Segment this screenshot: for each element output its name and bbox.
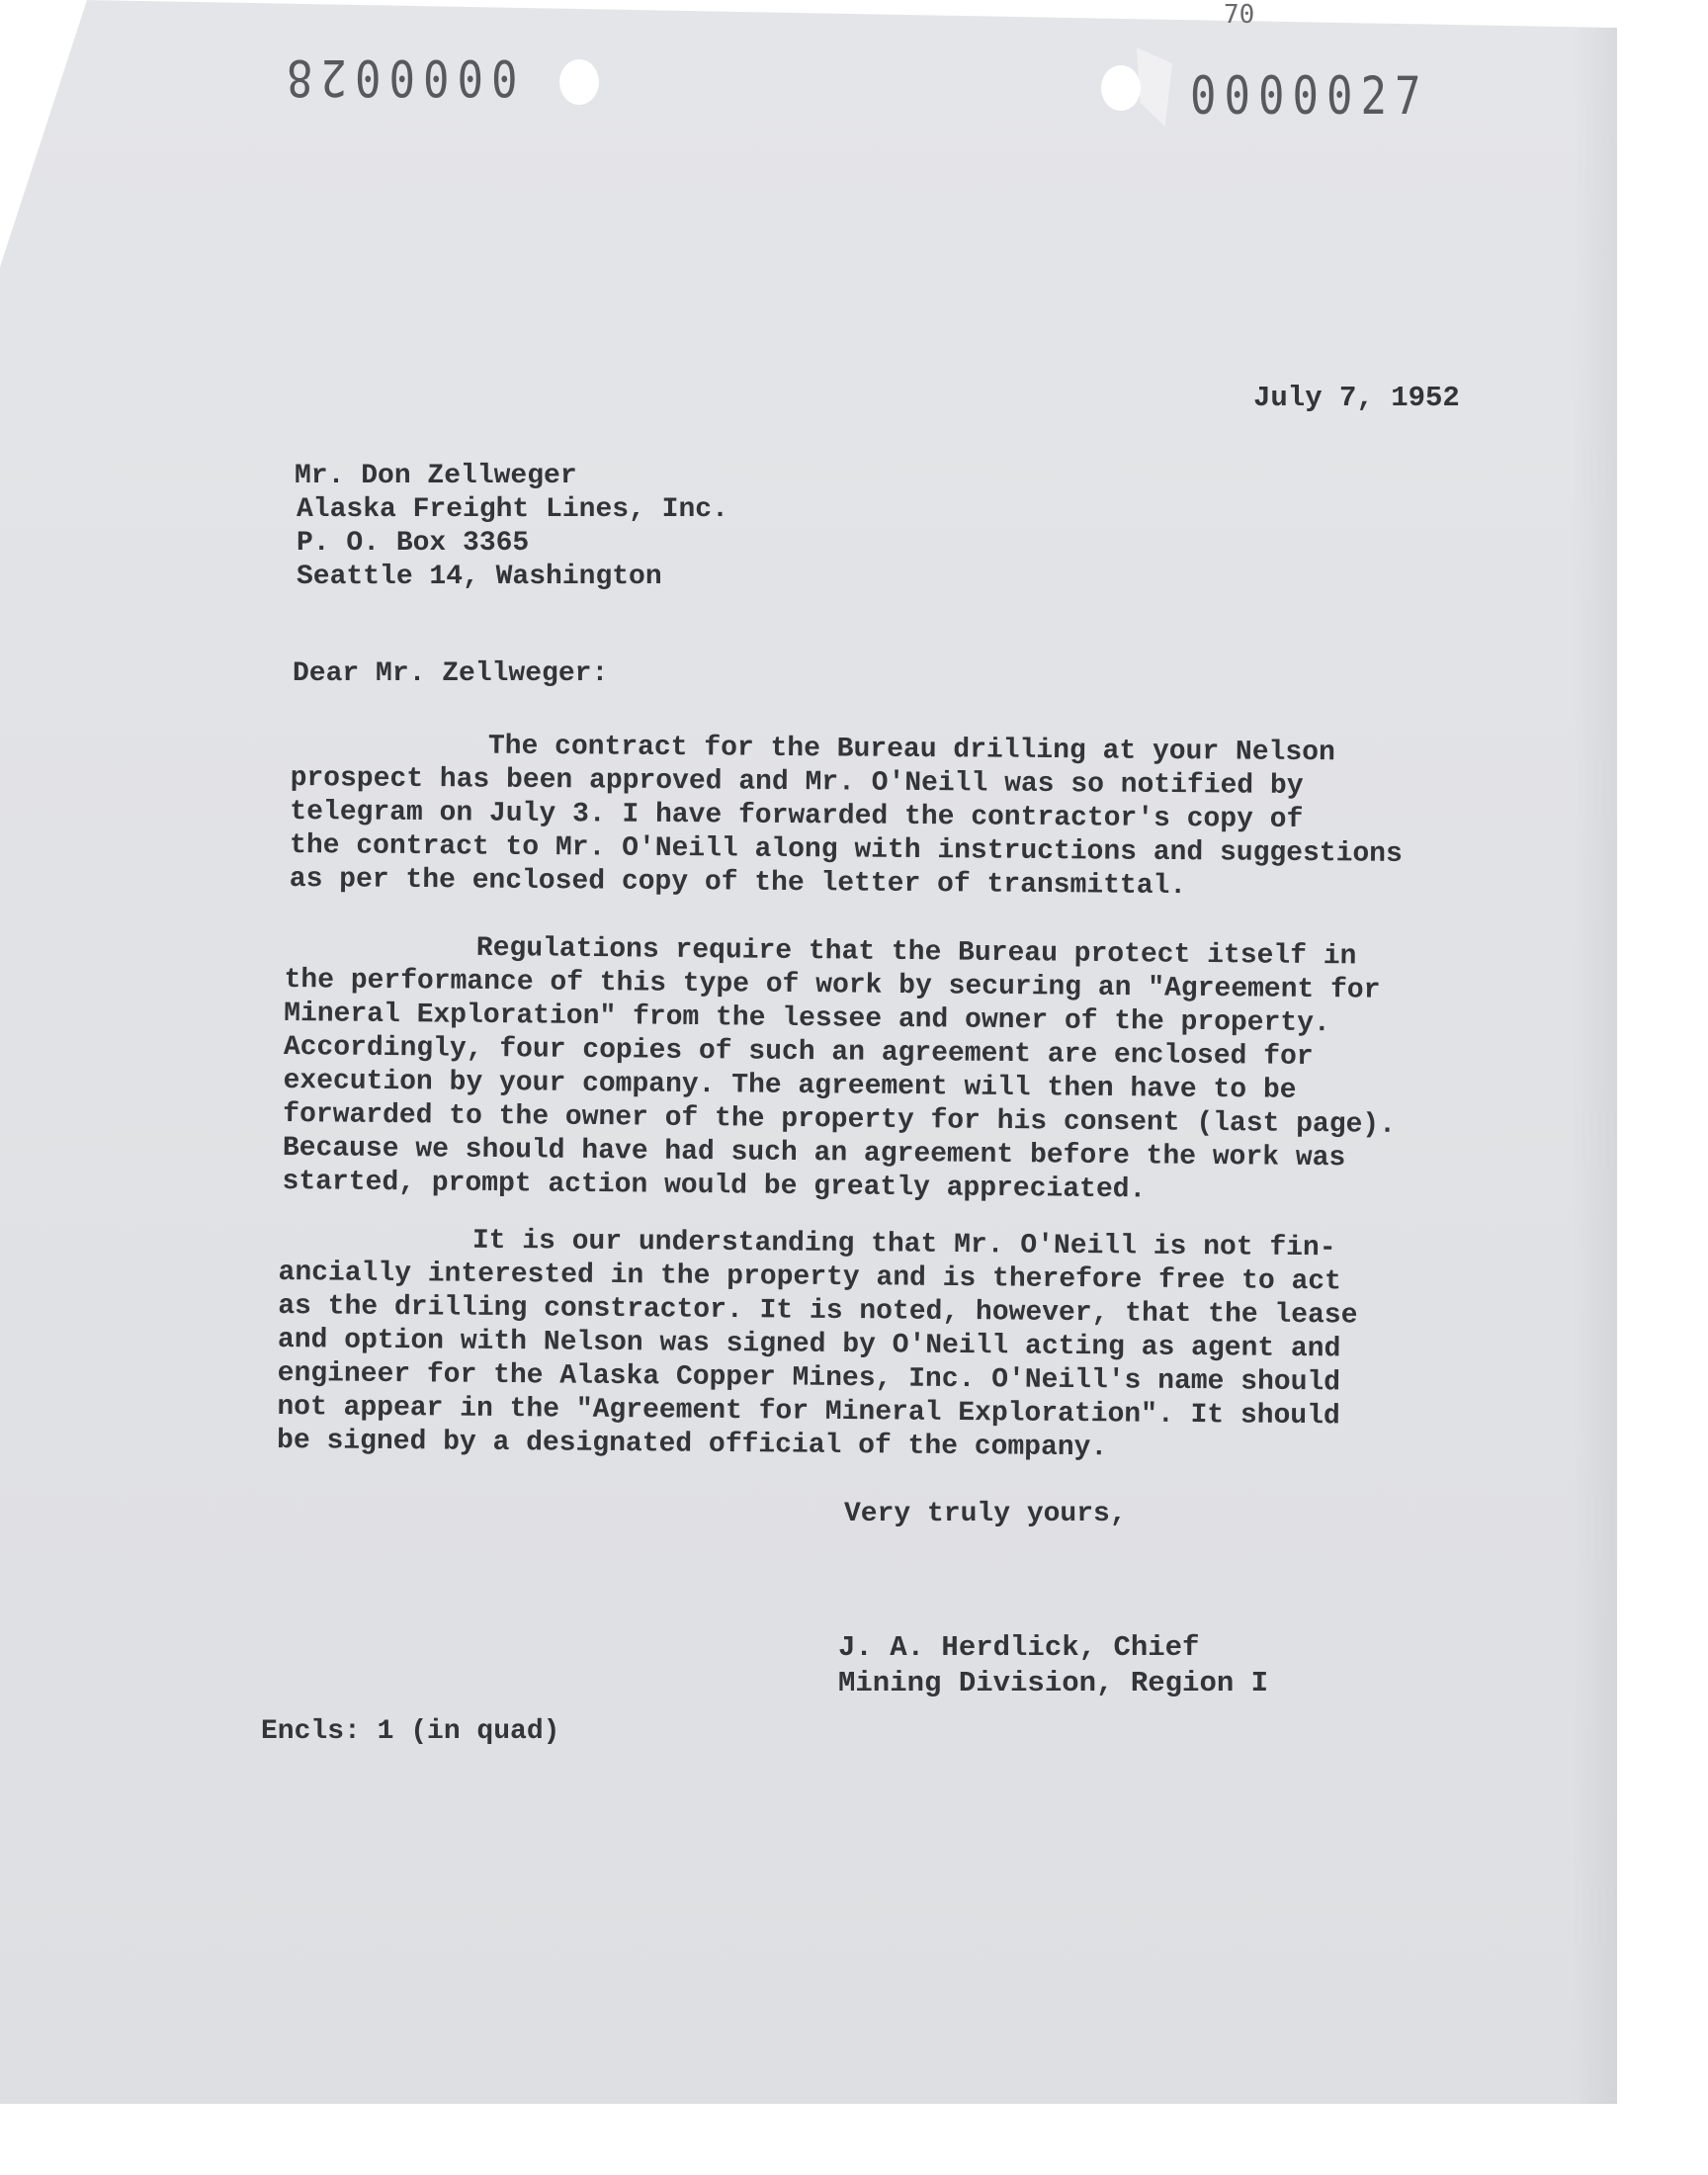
paragraph-line: Regulations require that the Bureau protect itself in: [475, 932, 1357, 973]
paragraph-line: not appear in the "Agreement for Mineral Exploration". It should: [277, 1391, 1340, 1433]
paragraph-line: Because we should have had such an agreement before the work was: [282, 1132, 1346, 1174]
page-stamp-inverted: 0000028: [279, 47, 518, 106]
paragraph-line: the performance of this type of work by securing an "Agreement for: [284, 964, 1381, 1006]
paragraph-line: Mineral Exploration" from the lessee and owner of the property.: [284, 998, 1330, 1040]
paragraph-line: as the drilling constractor. It is noted, however, that the lease: [278, 1290, 1358, 1332]
paragraph-line: and option with Nelson was signed by O'Neill acting as agent and: [277, 1324, 1341, 1365]
punch-hole-left: [559, 59, 599, 105]
paragraph-line: started, prompt action would be greatly appreciated.: [282, 1166, 1147, 1206]
paragraph-line: telegram on July 3. I have forwarded the contractor's copy of: [290, 796, 1304, 836]
letter-date: July 7, 1952: [1253, 382, 1460, 414]
page-stamp-number: 0000027: [1190, 65, 1429, 128]
paragraph-line: prospect has been approved and Mr. O'Neill was so notified by: [290, 762, 1304, 803]
address-line: Seattle 14, Washington: [297, 562, 662, 592]
salutation: Dear Mr. Zellweger:: [293, 658, 609, 689]
address-line: Mr. Don Zellweger: [295, 461, 577, 491]
paragraph-line: be signed by a designated official of the company.: [276, 1425, 1108, 1464]
sheet-edge-shadow: [1572, 28, 1617, 2104]
paragraph-line: It is our understanding that Mr. O'Neill is not fin-: [471, 1225, 1336, 1264]
punch-hole-right: [1101, 65, 1141, 111]
paragraph-line: ancially interested in the property and is therefore free to act: [278, 1257, 1342, 1298]
paragraph-line: The contract for the Bureau drilling at your Nelson: [487, 731, 1335, 769]
enclosure-note: Encls: 1 (in quad): [261, 1716, 560, 1747]
signature-name: J. A. Herdlick, Chief: [838, 1631, 1200, 1664]
address-line: P. O. Box 3365: [297, 528, 530, 559]
paragraph-line: engineer for the Alaska Copper Mines, Inc. O'Neill's name should: [277, 1357, 1341, 1399]
closing: Very truly yours,: [844, 1499, 1127, 1529]
address-line: Alaska Freight Lines, Inc.: [297, 494, 728, 525]
corner-mark: 70: [1224, 0, 1255, 30]
signature-title: Mining Division, Region I: [838, 1667, 1269, 1699]
paragraph-line: Accordingly, four copies of such an agreement are enclosed for: [283, 1031, 1314, 1073]
paragraph-line: execution by your company. The agreement will then have to be: [283, 1065, 1297, 1106]
paragraph-line: as per the enclosed copy of the letter of transmittal.: [289, 863, 1187, 903]
paragraph-line: forwarded to the owner of the property for his consent (last page).: [283, 1098, 1397, 1141]
paragraph-line: the contract to Mr. O'Neill along with instructions and suggestions: [289, 829, 1403, 870]
